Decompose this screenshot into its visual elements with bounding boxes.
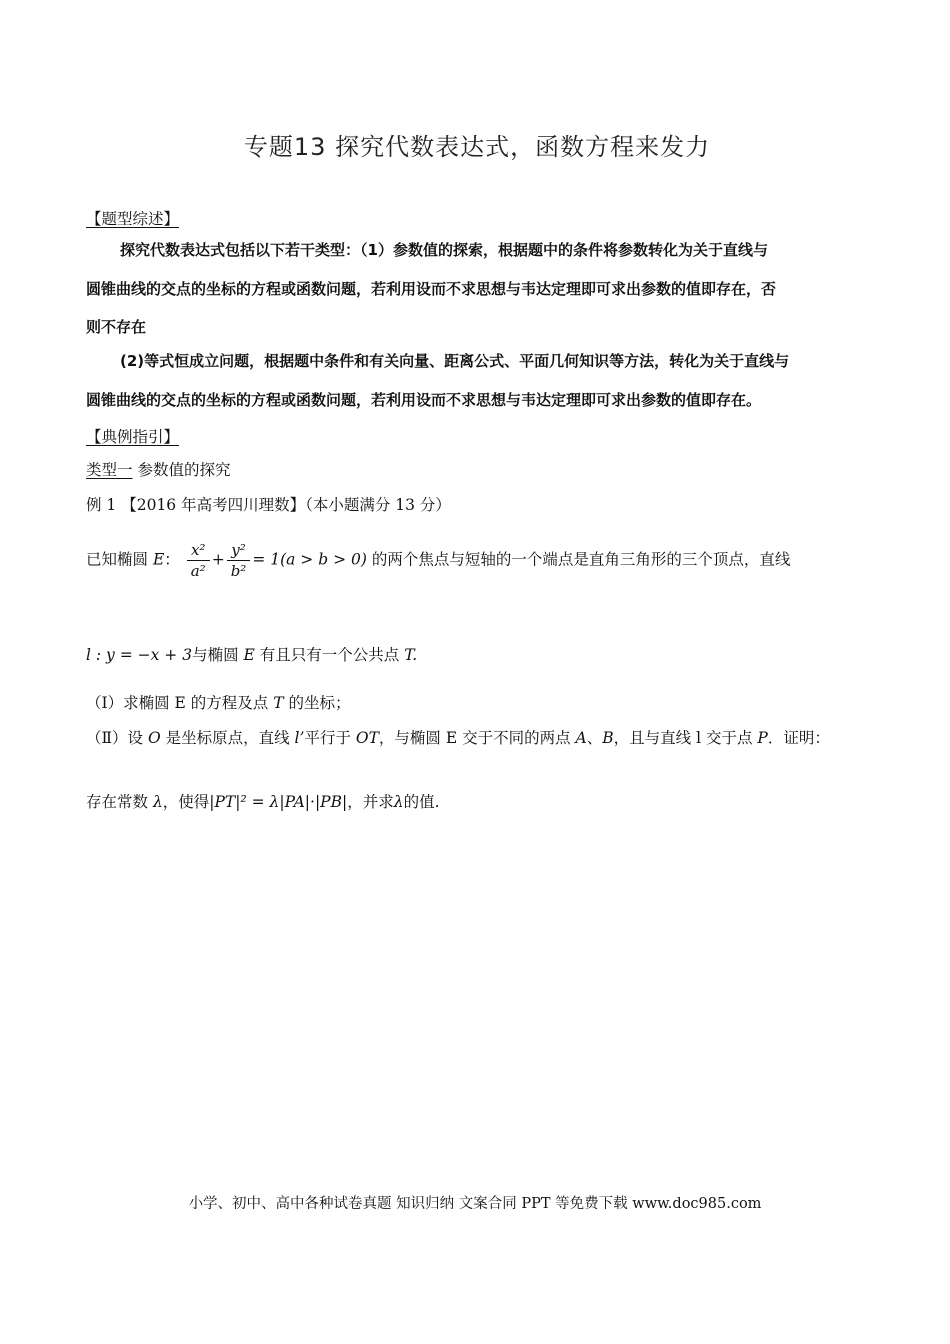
question-part-2: （Ⅱ）设 O 是坐标原点，直线 l’平行于 OT，与椭圆 E 交于不同的两点 A、B，且与直线 l 交于点 P．证明： (86, 729, 830, 747)
type-one-label: 类型一 (86, 461, 133, 479)
page-title: 专题13 探究代数表达式，函数方程来发力 (243, 133, 711, 161)
summary-line-2: 圆锥曲线的交点的坐标的方程或函数问题，若利用设而不求思想与韦达定理即可求出参数的值即存在，否 (86, 280, 777, 298)
summary-line-5: 圆锥曲线的交点的坐标的方程或函数问题，若利用设而不求思想与韦达定理即可求出参数的值即存在。 (86, 391, 762, 409)
ellipse-condition: = 1(a > b > 0) (252, 550, 367, 569)
question-part-1: （Ⅰ）求椭圆 E 的方程及点 T 的坐标； (86, 694, 351, 712)
examples-heading: 【典例指引】 (86, 428, 180, 446)
example-line-2: l : y = −x + 3与椭圆 E 有且只有一个公共点 T. (86, 646, 418, 664)
fraction-y-over-b: $\frac{\text{y²}}{\text{b²}}$ (227, 540, 251, 581)
type-one-heading (86, 458, 230, 480)
fraction-x-over-a: $\frac{\text{x²}}{\text{a²}}$ (187, 540, 210, 581)
summary-heading: 【题型综述】 (86, 210, 180, 228)
summary-line-1: 探究代数表达式包括以下若干类型：（1）参数值的探索，根据题中的条件将参数转化为关于直线与 (120, 241, 768, 259)
example-line-1: 已知椭圆 E： $\frac{\text{x²}}{\text{a²}}$ + $\frac{\text{y²}}{\text{b²}}$ = 1(a > b > 0) 的两个焦点与短轴的一个端点是直角三角形的三个顶点，直线 (86, 541, 791, 580)
lambda-symbol: λ (152, 793, 163, 811)
type-one-title: 参数值的探究 (132, 461, 231, 479)
distance-equation: |PT|² = λ|PA|·|PB| (209, 793, 348, 811)
summary-line-3: 则不存在 (86, 318, 147, 336)
question-last-line: 存在常数 λ，使得|PT|² = λ|PA|·|PB|，并求λ的值. (86, 793, 440, 811)
page-footer: 小学、初中、高中各种试卷真题 知识归纳 文案合同 PPT 等免费下载 www.doc985.com (188, 1196, 762, 1212)
example-header: 例 1 【2016 年高考四川理数】（本小题满分 13 分） (86, 496, 451, 514)
summary-line-4: (2)等式恒成立问题，根据题中条件和有关向量、距离公式、平面几何知识等方法，转化为关于直线与 (120, 352, 790, 370)
line-equation: l : y = −x + 3 (86, 646, 193, 664)
